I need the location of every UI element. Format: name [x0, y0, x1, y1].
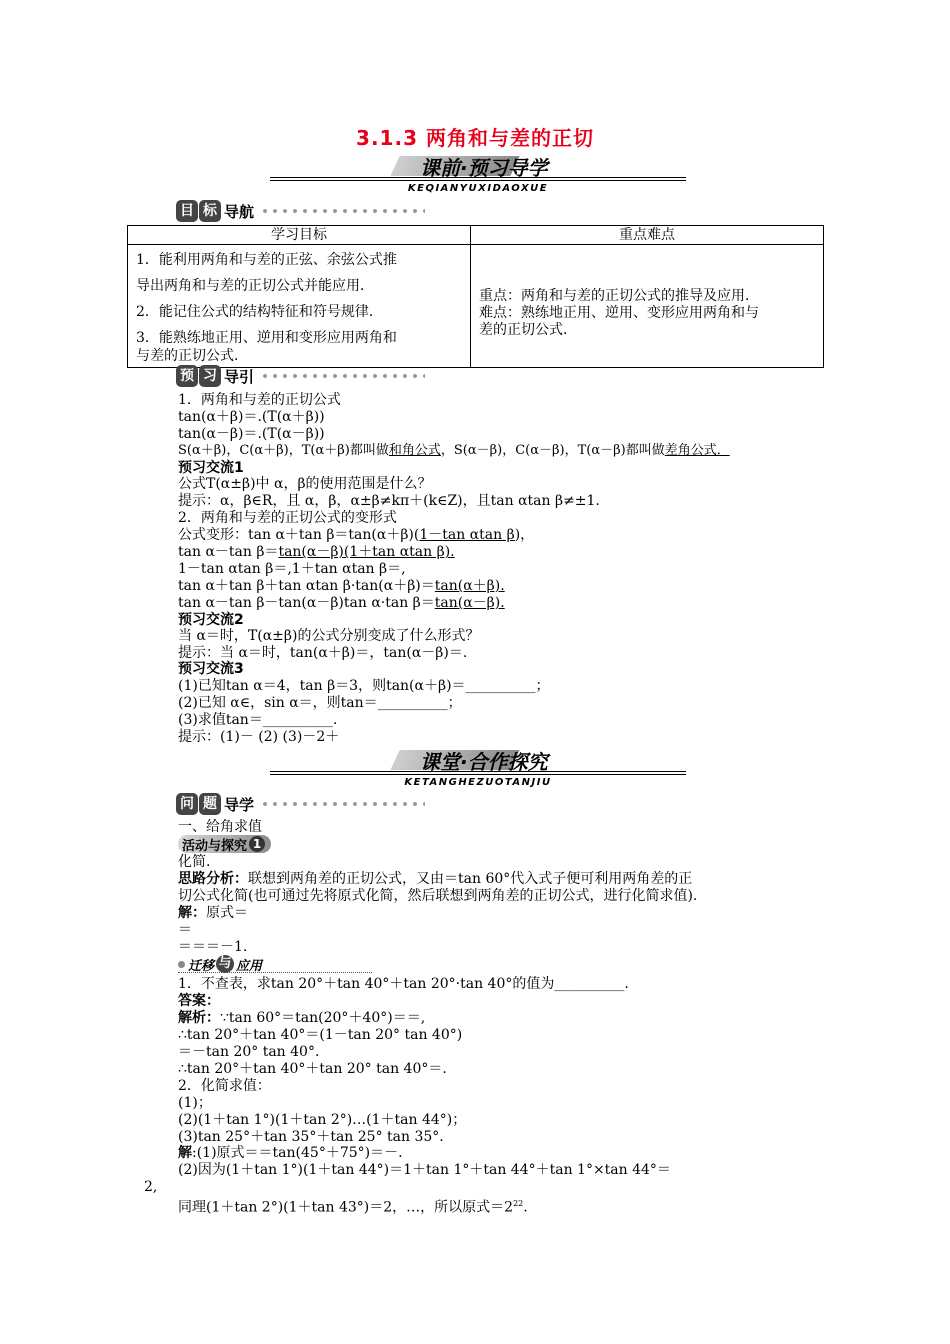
section-heading-goals	[176, 199, 425, 223]
text-span: 原式＝	[206, 905, 248, 921]
goals-table	[127, 225, 824, 368]
banner-title: 课前·预习导学	[420, 156, 548, 180]
question-line: 2．化简求值：	[178, 1078, 271, 1094]
text-span: )，	[514, 527, 535, 543]
banner-rule-thin	[270, 774, 686, 775]
answer-underlined: tan(α－β)(1＋tan αtan β).	[278, 544, 455, 560]
question-line: (2)(1＋tan 1°)(1＋tan 2°)…(1＋tan 44°)；	[178, 1112, 467, 1128]
text-line: 当 α＝时，T(α±β)的公式分别变成了什么形式？	[178, 628, 480, 644]
heading-char-box: 问	[176, 793, 198, 815]
goal-line: 2．能记住公式的结构特征和符号规律．	[136, 304, 383, 320]
page-title: 3.1.3 两角和与差的正切	[356, 126, 594, 150]
formula-line: ＝－tan 20° tan 40°.	[178, 1044, 320, 1060]
table-header: 学习目标	[128, 226, 471, 245]
heading-char-box: 标	[199, 200, 221, 222]
text-line: 2,	[144, 1179, 158, 1195]
section-banner-preview	[270, 152, 686, 192]
heading-dots	[260, 799, 425, 809]
label-bold: 思路分析：	[178, 871, 248, 887]
text-line: 1．两角和与差的正切公式	[178, 392, 341, 408]
formula-line	[178, 527, 534, 543]
text-span: tan α＋tan β＋tan αtan β·tan(α＋β)＝	[178, 578, 435, 594]
heading-char-box: 习	[199, 365, 221, 387]
heading-dots	[260, 206, 425, 216]
text-line	[178, 871, 692, 887]
text-span: tan α－tan β－tan(α－β)tan α·tan β＝	[178, 595, 435, 611]
answer-underlined: tan(α＋β).	[434, 578, 505, 594]
migrate-apply-label	[178, 955, 262, 973]
bullet-dot	[178, 961, 185, 968]
formula-line: ∴tan 20°＋tan 40°＋tan 20° tan 40°＝.	[178, 1061, 447, 1077]
banner-rule-thin	[270, 180, 686, 181]
exercise-line: (2)已知 α∈，sin α＝，则tan＝__________；	[178, 695, 462, 711]
banner-rule	[270, 177, 686, 178]
activity-label	[178, 835, 271, 853]
key-points-cell	[471, 245, 824, 368]
text-span: ∵tan 60°＝tan(20°＋40°)＝＝,	[220, 1010, 426, 1026]
text-line: 化简.	[178, 854, 211, 870]
formula-line: tan(α＋β)＝.(T(α＋β))	[178, 409, 325, 425]
answer-underlined: 1－tan αtan β	[419, 527, 515, 543]
text-line	[178, 443, 730, 459]
exchange-heading: 预习交流2	[178, 612, 244, 628]
text-line: 2．两角和与差的正切公式的变形式	[178, 510, 397, 526]
section-heading-preview	[176, 364, 425, 388]
migrate-text: 迁移	[188, 958, 215, 974]
migrate-circle: 与	[216, 955, 234, 973]
text-span: 联想到两角差的正切公式，又由＝tan 60°代入式子便可利用两角差的正	[248, 871, 693, 887]
formula-line: ＝	[178, 922, 192, 938]
banner-title: 课堂·合作探究	[420, 750, 548, 774]
text-span: ，S(α－β)，C(α－β)，T(α－β)都叫做	[440, 443, 665, 458]
text-line: 提示：α，β∈R，且 α，β，α±β≠kπ＋(k∈Z)，且tan αtan β≠±1.	[178, 493, 600, 509]
goal-line: 3．能熟练地正用、逆用和变形应用两角和	[136, 330, 397, 346]
banner-rule	[270, 771, 686, 772]
activity-text: 活动与探究	[182, 838, 248, 854]
formula-line: ∴tan 20°＋tan 40°＝(1－tan 20° tan 40°)	[178, 1027, 463, 1043]
heading-dots	[260, 371, 425, 381]
migrate-text: 应用	[236, 958, 263, 974]
text-span: :(1)原式＝＝tan(45°＋75°)＝－.	[192, 1145, 403, 1161]
key-line: 差的正切公式．	[479, 321, 577, 338]
text-line	[178, 1196, 528, 1216]
answer-underlined: tan(α－β).	[434, 595, 505, 611]
goal-line: 与差的正切公式．	[136, 348, 248, 364]
text-line	[178, 1010, 425, 1026]
goals-cell	[128, 245, 471, 368]
section-heading-problem	[176, 792, 425, 816]
label-bold: 解析：	[178, 1010, 220, 1026]
section-banner-class	[270, 746, 686, 786]
text-line	[178, 905, 248, 921]
answer-underlined: 差角公式．	[664, 443, 730, 458]
exchange-heading: 预习交流1	[178, 460, 244, 476]
formula-line: ＝＝＝－1.	[178, 939, 248, 955]
text-line: 公式T(α±β)中 α，β的使用范围是什么？	[178, 476, 432, 492]
label-bold: 解	[178, 1145, 192, 1161]
dotted-rule	[178, 972, 372, 973]
exercise-line: (3)求值tan＝__________.	[178, 712, 338, 728]
heading-char-box: 题	[199, 793, 221, 815]
table-header: 重点难点	[471, 226, 824, 245]
hint-line: 提示：(1)－ (2) (3)－2＋	[178, 729, 340, 745]
banner-pinyin: KETANGHEZUOTANJIU	[404, 777, 552, 788]
formula-line: 1－tan αtan β＝,1＋tan αtan β＝,	[178, 561, 406, 577]
question-line: (3)tan 25°＋tan 35°＋tan 25° tan 35°.	[178, 1129, 444, 1145]
exchange-heading: 预习交流3	[178, 661, 244, 677]
formula-line	[178, 578, 505, 594]
text-span: 同理(1＋tan 2°)(1＋tan 43°)＝2，…，所以原式＝2	[178, 1199, 514, 1216]
text-line: (2)因为(1＋tan 1°)(1＋tan 44°)＝1＋tan 1°＋tan 44°＋tan 1°×tan 44°＝	[178, 1162, 671, 1178]
exercise-line: (1)已知tan α＝4，tan β＝3，则tan(α＋β)＝__________；	[178, 678, 550, 694]
banner-pinyin: KEQIANYUXIDAOXUE	[407, 183, 549, 194]
heading-char-box: 目	[176, 200, 198, 222]
key-line: 难点：熟练地正用、逆用、变形应用两角和与	[479, 304, 759, 321]
text-span: .	[523, 1199, 528, 1216]
exponent: 22	[513, 1199, 524, 1208]
formula-line	[178, 595, 505, 611]
table-header-row	[128, 226, 824, 245]
text-span: S(α＋β)，C(α＋β)，T(α＋β)都叫做	[178, 443, 389, 458]
formula-line	[178, 544, 455, 560]
text-line: 一、给角求值	[178, 819, 262, 835]
label-bold: 解：	[178, 905, 206, 921]
formula-line: tan(α－β)＝.(T(α－β))	[178, 426, 325, 442]
heading-text: 导引	[224, 367, 255, 386]
heading-char-box: 预	[176, 365, 198, 387]
activity-number: 1	[249, 836, 265, 852]
goal-line: 1．能利用两角和与差的正弦、余弦公式推	[136, 252, 397, 268]
goal-line: 导出两角和与差的正切公式并能应用．	[136, 278, 374, 294]
text-line: 切公式化简(也可通过先将原式化简，然后联想到两角差的正切公式，进行化简求值).	[178, 888, 698, 904]
text-span: tan α－tan β＝	[178, 544, 279, 560]
text-line: 提示：当 α＝时，tan(α＋β)＝，tan(α－β)＝.	[178, 645, 468, 661]
text-line	[178, 1145, 403, 1161]
question-line: 1．不查表，求tan 20°＋tan 40°＋tan 20°·tan 40°的值为__________.	[178, 976, 629, 992]
answer-underlined: 和角公式	[388, 443, 441, 458]
table-row	[128, 245, 824, 368]
question-line: (1)；	[178, 1095, 212, 1111]
heading-text: 导学	[224, 795, 255, 814]
heading-text: 导航	[224, 202, 255, 221]
key-line: 重点：两角和与差的正切公式的推导及应用．	[479, 287, 759, 304]
text-span: 公式变形：tan α＋tan β＝tan(α＋β)(	[178, 527, 420, 543]
label-bold: 答案：	[178, 993, 220, 1009]
